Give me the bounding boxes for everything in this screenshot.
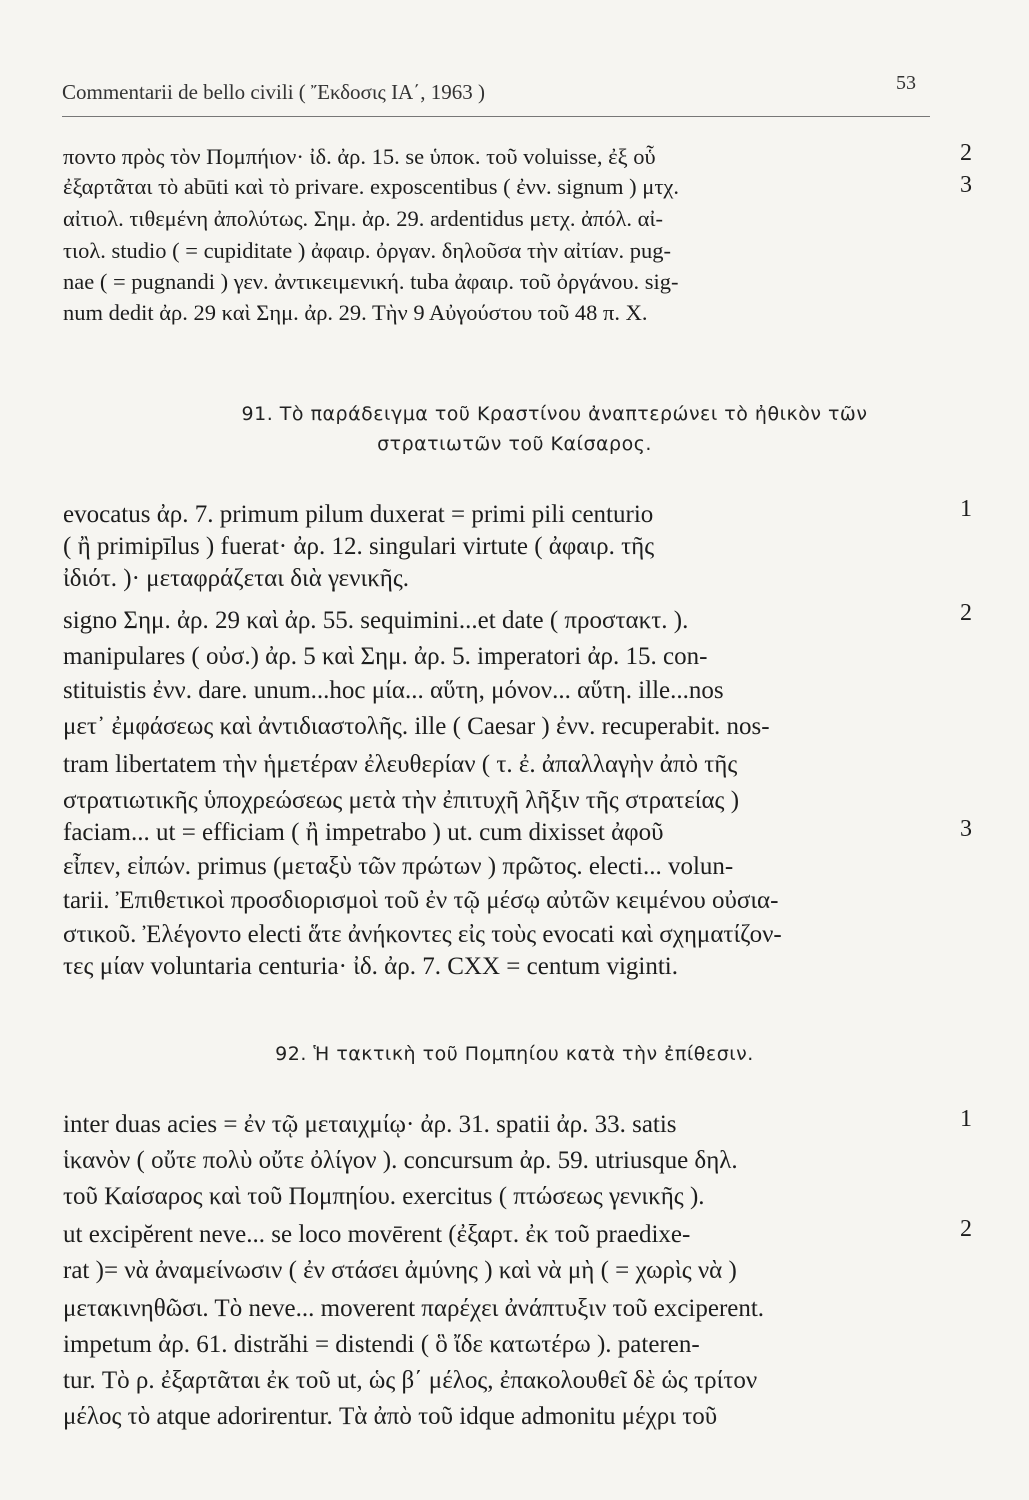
text-line: ποντο πρὸς τὸν Πομπήιον· ἰδ. ἀρ. 15. se ὑποκ. τοῦ voluisse, ἐξ οὗ xyxy=(63,144,656,169)
margin-number: 2 xyxy=(960,600,972,626)
text-line: στρατιωτικῆς ὑποχρεώσεως μετὰ τὴν ἐπιτυχῆ λῆξιν τῆς στρατείας ) xyxy=(63,787,740,814)
text-line: ἰδιότ. )· μεταφράζεται διὰ γενικῆς. xyxy=(63,565,410,592)
section-heading: 91. Τὸ παράδειγμα τοῦ Κραστίνου ἀναπτερώνει τὸ ἠθικὸν τῶν xyxy=(241,403,868,425)
margin-number: 2 xyxy=(960,1216,972,1242)
text-line: impetum ἀρ. 61. distrăhi = distendi ( ὃ ἴδε κατωτέρω ). pateren- xyxy=(63,1331,700,1358)
text-line: τιολ. studio ( = cupiditate ) ἀφαιρ. ὀργαν. δηλοῦσα τὴν αἰτίαν. pug- xyxy=(63,238,671,263)
running-header xyxy=(62,72,962,120)
text-line: evocatus ἀρ. 7. primum pilum duxerat = primi pili centurio xyxy=(63,501,654,528)
text-line: nae ( = pugnandi ) γεν. ἀντικειμενική. tuba ἀφαιρ. τοῦ ὀργάνου. sig- xyxy=(63,269,679,294)
text-line: tur. Τὸ ρ. ἐξαρτᾶται ἐκ τοῦ ut, ὡς β΄ μέλος, ἐπακολουθεῖ δὲ ὡς τρίτον xyxy=(63,1367,758,1394)
margin-number: 3 xyxy=(960,172,972,198)
header-rule xyxy=(62,116,930,117)
text-line: τες μίαν voluntaria centuria· ἰδ. ἀρ. 7. CXX = centum viginti. xyxy=(63,953,678,980)
section-heading: 92. Ἡ τακτικὴ τοῦ Πομπηίου κατὰ τὴν ἐπίθεσιν. xyxy=(275,1043,754,1065)
text-line: ut excipĕrent neve... se loco movērent (ἐξαρτ. ἐκ τοῦ praedixe- xyxy=(63,1221,691,1248)
margin-number: 2 xyxy=(960,140,972,166)
section-heading-cont: στρατιωτῶν τοῦ Καίσαρος. xyxy=(377,433,652,455)
text-line: manipulares ( οὐσ.) ἀρ. 5 καὶ Σημ. ἀρ. 5. imperatori ἀρ. 15. con- xyxy=(63,643,708,670)
text-line: μετακινηθῶσι. Τὸ neve... moverent παρέχει ἀνάπτυξιν τοῦ exciperent. xyxy=(63,1295,765,1322)
text-line: αἰτιολ. τιθεμένη ἀπολύτως. Σημ. ἀρ. 29. ardentidus μετχ. ἀπόλ. αἰ- xyxy=(63,206,664,231)
text-line: ( ἢ primipīlus ) fuerat· ἀρ. 12. singulari virtute ( ἀφαιρ. τῆς xyxy=(63,533,655,560)
header-title: Commentarii de bello civili ( Ἔκδοσις ΙΑ΄, 1963 ) xyxy=(62,80,485,104)
text-line: ἱκανὸν ( οὔτε πολὺ οὔτε ὀλίγον ). concursum ἀρ. 59. utriusque δηλ. xyxy=(63,1147,738,1174)
text-line: εἶπεν, εἰπών. primus (μεταξὺ τῶν πρώτων ) πρῶτος. electi... volun- xyxy=(63,853,734,880)
text-line: signo Σημ. ἀρ. 29 καὶ ἀρ. 55. sequimini...et date ( προστακτ. ). xyxy=(63,607,689,634)
text-line: μετ᾽ ἐμφάσεως καὶ ἀντιδιαστολῆς. ille ( Caesar ) ἐνν. recuperabit. nos- xyxy=(63,713,770,740)
text-line: faciam... ut = efficiam ( ἢ impetrabo ) ut. cum dixisset ἀφοῦ xyxy=(63,819,664,846)
page-number: 53 xyxy=(896,72,916,94)
margin-number: 3 xyxy=(960,816,972,842)
text-line: tram libertatem τὴν ἡμετέραν ἐλευθερίαν ( τ. ἐ. ἀπαλλαγὴν ἀπὸ τῆς xyxy=(63,751,738,778)
text-line: tarii. Ἐπιθετικοὶ προσδιορισμοὶ τοῦ ἐν τῷ μέσῳ αὐτῶν κειμένου οὐσια- xyxy=(63,887,779,914)
text-line: τοῦ Καίσαρος καὶ τοῦ Πομπηίου. exercitus ( πτώσεως γενικῆς ). xyxy=(63,1183,705,1210)
text-line: inter duas acies = ἐν τῷ μεταιχμίῳ· ἀρ. 31. spatii ἀρ. 33. satis xyxy=(63,1111,677,1138)
text-line: ἐξαρτᾶται τὸ abūti καὶ τὸ privare. exposcentibus ( ἐνν. signum ) μτχ. xyxy=(63,174,679,199)
text-line: rat )= νὰ ἀναμείνωσιν ( ἐν στάσει ἀμύνης ) καὶ νὰ μὴ ( = χωρὶς νὰ ) xyxy=(63,1257,737,1284)
margin-number: 1 xyxy=(960,496,972,522)
text-line: μέλος τὸ atque adorirentur. Τὰ ἀπὸ τοῦ idque admonitu μέχρι τοῦ xyxy=(63,1403,718,1430)
text-line: stituistis ἐνν. dare. unum...hoc μία... αὕτη, μόνον... αὕτη. ille...nos xyxy=(63,677,724,704)
text-line: στικοῦ. Ἐλέγοντο electi ἅτε ἀνήκοντες εἰς τοὺς evocati καὶ σχηματίζον- xyxy=(63,921,782,948)
margin-number: 1 xyxy=(960,1106,972,1132)
text-line: num dedit ἀρ. 29 καὶ Σημ. ἀρ. 29. Τὴν 9 Αὐγούστου τοῦ 48 π. Χ. xyxy=(63,300,648,325)
